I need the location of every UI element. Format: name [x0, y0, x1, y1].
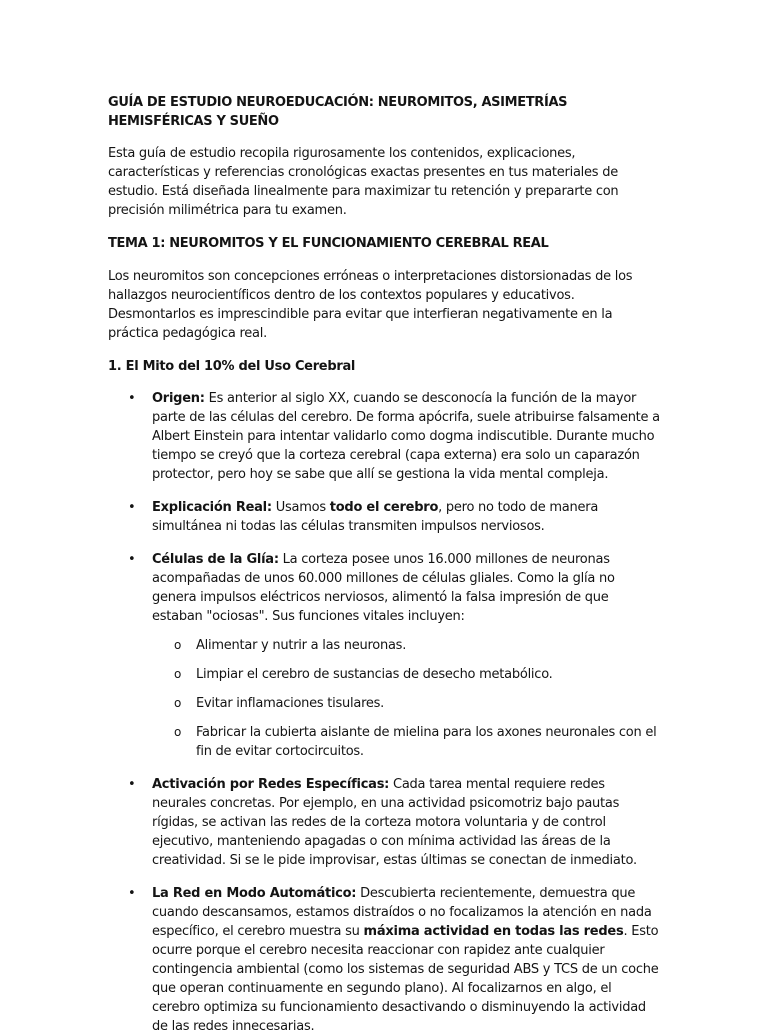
list-item-text: [152, 884, 660, 1036]
list-item-body: Usamos: [271, 500, 330, 515]
sub-list-item-text: Alimentar y nutrir a las neuronas.: [196, 638, 407, 653]
list-item-body: Descubierta recientemente, demuestra que cuando descansamos, estamos distraídos o no focalizamos la atención en nada específico, el cerebro muestra su: [152, 886, 652, 939]
bullet-icon: •: [128, 500, 136, 515]
bullet-list: [108, 389, 660, 1036]
list-item-body: La corteza posee unos 16.000 millones de neuronas acompañadas de unos 60.000 millones de células gliales. Como la glía no genera impulsos eléctricos nerviosos, alimentó la falsa impresión de que estaban "ociosas". Sus funciones vitales incluyen:: [152, 552, 615, 624]
bullet-icon: •: [128, 391, 136, 406]
bullet-icon: •: [128, 777, 136, 792]
list-item-red-automatica: [108, 884, 660, 1036]
list-item-text: [152, 550, 660, 626]
emphasis-text: máxima actividad en todas las redes: [363, 924, 624, 939]
bullet-icon: •: [128, 552, 136, 567]
list-item-body: Es anterior al siglo XX, cuando se desconocía la función de la mayor parte de las células del cerebro. De forma apócrifa, suele atribuirse falsamente a Albert Einstein para intentar validarlo como dogma indiscutible. Durante mucho tiempo se creyó que la corteza cerebral (capa externa) era solo un caparazón protector, pero hoy se sabe que allí se gestiona la vida mental compleja.: [152, 391, 660, 482]
circle-bullet-icon: o: [174, 696, 182, 710]
list-item-body: , pero no todo de manera simultánea ni todas las células transmiten impulsos nerviosos.: [152, 500, 599, 534]
list-item-body: Cada tarea mental requiere redes neurales concretas. Por ejemplo, en una actividad psicomotriz bajo pautas rígidas, se activan las redes de la corteza motora voluntaria y de control ejecutivo, manteniendo apagadas o con mínima actividad las áreas de la creatividad. Si se le pide improvisar, estas últimas se conectan de inmediato.: [152, 777, 637, 868]
sub-list-item: [152, 723, 660, 761]
list-item-text: [152, 498, 660, 536]
list-item-glia: [108, 550, 660, 761]
list-item-text: [152, 775, 660, 870]
list-item-label: Células de la Glía:: [152, 552, 279, 567]
subsection-heading: 1. El Mito del 10% del Uso Cerebral: [108, 359, 356, 374]
circle-bullet-icon: o: [174, 638, 182, 652]
sub-list-item: [152, 665, 660, 684]
sub-list-item-text: Evitar inflamaciones tisulares.: [196, 696, 385, 711]
sub-list-item-text: Limpiar el cerebro de sustancias de desecho metabólico.: [196, 667, 553, 682]
section-heading: TEMA 1: NEUROMITOS Y EL FUNCIONAMIENTO CEREBRAL REAL: [108, 236, 549, 251]
circle-bullet-icon: o: [174, 725, 182, 739]
document-title: GUÍA DE ESTUDIO NEUROEDUCACIÓN: NEUROMITOS, ASIMETRÍAS HEMISFÉRICAS Y SUEÑO: [108, 95, 568, 129]
list-item-label: La Red en Modo Automático:: [152, 886, 357, 901]
emphasis-text: todo el cerebro: [329, 500, 439, 515]
list-item-text: [152, 389, 660, 484]
list-item-label: Explicación Real:: [152, 500, 272, 515]
circle-bullet-icon: o: [174, 667, 182, 681]
list-item-body: . Esto ocurre porque el cerebro necesita reaccionar con rapidez ante cualquier contingencia ambiental (como los sistemas de seguridad ABS y TCS de un coche que operan continuamente en segundo plano). Al focalizarnos en algo, el cerebro optimiza su funcionamiento desactivando o disminuyendo la actividad de las redes innecesarias.: [152, 924, 659, 1034]
glia-functions-list: [152, 636, 660, 761]
sub-list-item-text: Fabricar la cubierta aislante de mielina para los axones neuronales con el fin de evitar cortocircuitos.: [196, 725, 657, 759]
list-item-label: Origen:: [152, 391, 205, 406]
section-intro-paragraph: Los neuromitos son concepciones erróneas o interpretaciones distorsionadas de los hallazgos neurocientíficos dentro de los contextos populares y educativos. Desmontarlos es imprescindible para evitar que interfieran negativamente en la práctica pedagógica real.: [108, 269, 633, 341]
list-item-label: Activación por Redes Específicas:: [152, 777, 390, 792]
list-item-origen: [108, 389, 660, 484]
bullet-icon: •: [128, 886, 136, 901]
sub-list-item: [152, 636, 660, 655]
intro-paragraph: Esta guía de estudio recopila rigurosamente los contenidos, explicaciones, características y referencias cronológicas exactas presentes en tus materiales de estudio. Está diseñada linealmente para maximizar tu retención y prepararte con precisión milimétrica para tu examen.: [108, 146, 619, 218]
sub-list-item: [152, 694, 660, 713]
list-item-explicacion: [108, 498, 660, 536]
list-item-activacion: [108, 775, 660, 870]
